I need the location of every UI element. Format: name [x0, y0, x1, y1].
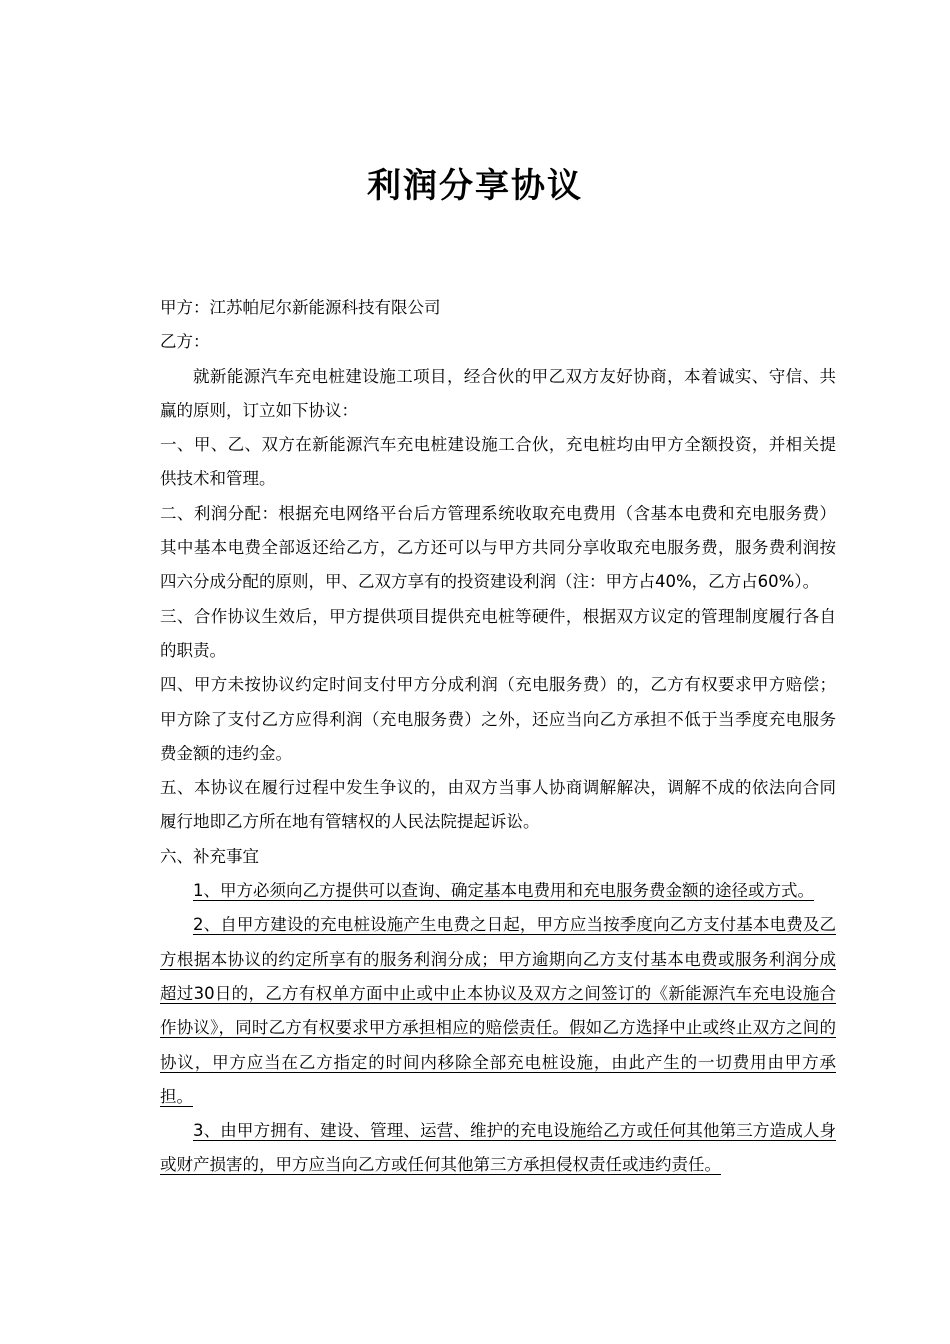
clause-1: 一、甲、乙、双方在新能源汽车充电桩建设施工合伙，充电桩均由甲方全额投资，并相关提供技术和管理。: [160, 435, 836, 489]
supplement-2-text: 2、自甲方建设的充电桩设施产生电费之日起，甲方应当按季度向乙方支付基本电费及乙方根据本协议的约定所享有的服务利润分成；甲方逾期向乙方支付基本电费或服务利润分成超过30日的，乙方有权单方面中止或中止本协议及双方之间签订的《新能源汽车充电设施合作协议》，同时乙方有权要求甲方承担相应的赔偿责任。假如乙方选择中止或终止双方之间的协议，甲方应当在乙方指定的时间内移除全部充电桩设施，由此产生的一切费用由甲方承担。: [160, 915, 836, 1106]
party-a-line: 甲方：江苏帕尼尔新能源科技有限公司: [160, 298, 441, 317]
document-title: 利润分享协议: [367, 166, 583, 206]
document-body: [160, 291, 836, 1183]
supplement-item: [160, 874, 836, 908]
clause-6-heading: 六、补充事宜: [160, 846, 259, 866]
intro-paragraph: 就新能源汽车充电桩建设施工项目，经合伙的甲乙双方友好协商，本着诚实、守信、共赢的原则，订立如下协议：: [160, 366, 836, 420]
clause-4: 四、甲方未按协议约定时间支付甲方分成利润（充电服务费）的，乙方有权要求甲方赔偿；甲方除了支付乙方应得利润（充电服务费）之外，还应当向乙方承担不低于当季度充电服务费金额的违约金。: [160, 675, 836, 763]
supplement-item: [160, 1114, 836, 1183]
supplement-3-text: 3、由甲方拥有、建设、管理、运营、维护的充电设施给乙方或任何其他第三方造成人身或财产损害的，甲方应当向乙方或任何其他第三方承担侵权责任或违约责任。: [160, 1121, 836, 1175]
party-b-line: 乙方：: [160, 332, 210, 352]
clause-5: 五、本协议在履行过程中发生争议的，由双方当事人协商调解解决，调解不成的依法向合同履行地即乙方所在地有管辖权的人民法院提起诉讼。: [160, 778, 836, 832]
clause-2: 二、利润分配：根据充电网络平台后方管理系统收取充电费用（含基本电费和充电服务费）其中基本电费全部返还给乙方，乙方还可以与甲方共同分享收取充电服务费，服务费利润按四六分成分配的原则，甲、乙双方享有的投资建设利润（注：甲方占40%，乙方占60%）。: [160, 503, 836, 592]
supplement-item: [160, 908, 836, 1114]
clause-3: 三、合作协议生效后，甲方提供项目提供充电桩等硬件，根据双方议定的管理制度履行各自的职责。: [160, 606, 836, 660]
supplement-1-text: 1、甲方必须向乙方提供可以查询、确定基本电费用和充电服务费金额的途径或方式。: [193, 881, 814, 901]
